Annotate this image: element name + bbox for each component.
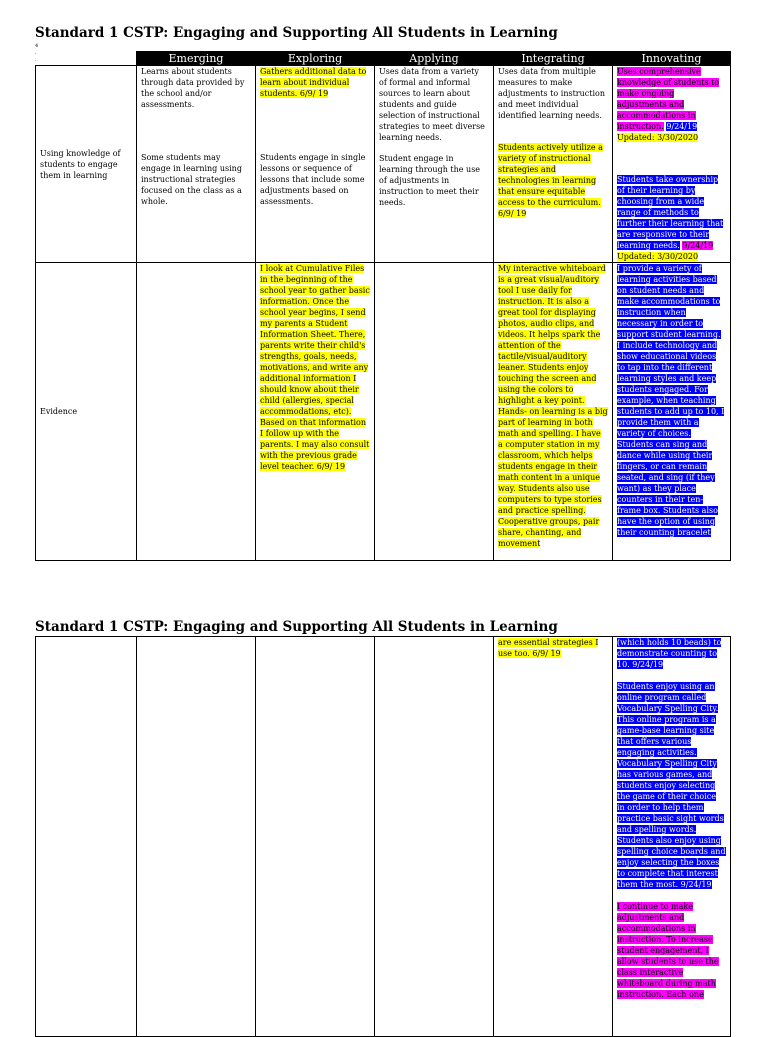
table-header-row: [36, 52, 731, 66]
cell-applying: [375, 263, 494, 561]
page-title: Standard 1 CSTP: Engaging and Supporting All Students in Learning: [35, 25, 558, 41]
standards-table-continued: [35, 636, 731, 1037]
header-exploring: Exploring: [256, 52, 375, 66]
page-number: 4: [35, 43, 39, 49]
innovating-continued-1: (which holds 10 beads) to demonstrate counting to 10. 9/24/19: [617, 638, 722, 669]
integrating-continued: are essential strategies I use too. 6/9/ 19: [498, 638, 599, 658]
cell-label: [36, 637, 137, 1037]
header-blank: [36, 52, 137, 66]
standards-table: [35, 51, 731, 561]
integrating-text-a: Uses data from multiple measures to make adjustments to instruction and meet individual identified learning needs.: [498, 67, 605, 120]
emerging-text-a: Learns about students through data provided by the school and/or assessments.: [141, 67, 245, 109]
cell-emerging: [137, 263, 256, 561]
row-label: Using knowledge of students to engage them in learning: [36, 66, 137, 263]
cell-applying: [375, 66, 494, 263]
cell-innovating: [613, 263, 731, 561]
exploring-text-b: Students engage in single lessons or sequence of lessons that include some adjustments based on assessments.: [260, 153, 366, 206]
innovating-text-b: Students take ownership of their learning by choosing from a wide range of methods to further their learning that are responsive to their learning needs.: [617, 175, 724, 250]
cell-integrating: [494, 637, 613, 1037]
header-applying: Applying: [375, 52, 494, 66]
page-title-2: Standard 1 CSTP: Engaging and Supporting All Students in Learning: [35, 619, 558, 635]
cell-emerging: [137, 637, 256, 1037]
innovating-date-a: 9/24/19: [666, 122, 698, 131]
applying-text-a: Uses data from a variety of formal and informal sources to learn about students and guide selection of instructional strategies to meet diverse learning needs.: [379, 67, 485, 142]
row-label-evidence: Evidence: [36, 263, 137, 561]
header-integrating: Integrating: [494, 52, 613, 66]
table-row: [36, 637, 731, 1037]
cell-innovating: [613, 637, 731, 1037]
innovating-evidence: I provide a variety of learning activities based on student needs and make accommodations to instruction when necessary in order to support student learning. I include technology and show educational videos to tap into the different learning styles and keep students engaged. For example, when teaching students to add up to 10, I provide them with a variety of choices. Students can sing and dance while using their fingers, or can remain seated, and sing (if they want) as they place counters in their ten-frame box. Students also have the option of using their counting bracelet: [617, 264, 725, 537]
cell-exploring: [256, 66, 375, 263]
cell-applying: [375, 637, 494, 1037]
cell-emerging: [137, 66, 256, 263]
innovating-text-a: Uses comprehensive knowledge of students to make ongoing adjustments and accommodations in instruction.: [617, 67, 720, 131]
innovating-updated-a: Updated: 3/30/2020: [617, 133, 699, 142]
cell-innovating: [613, 66, 731, 263]
table-row: [36, 66, 731, 263]
innovating-updated-b: Updated: 3/30/2020: [617, 252, 699, 261]
innovating-date-b: 9/24/19: [682, 241, 714, 250]
cell-exploring: [256, 637, 375, 1037]
cell-integrating: [494, 66, 613, 263]
emerging-text-b: Some students may engage in learning using instructional strategies focused on the class as a whole.: [141, 153, 242, 206]
innovating-continued-3: I continue to make adjustments and accommodations in instruction. To increase student engagement, I allow students to use the class interactive whiteboard during math instruction. Each one: [617, 902, 719, 999]
cell-integrating: [494, 263, 613, 561]
applying-text-b: Student engage in learning through the use of adjustments in instruction to meet their needs.: [379, 154, 481, 207]
exploring-text-a: Gathers additional data to learn about individual students. 6/9/ 19: [260, 67, 367, 98]
innovating-continued-2: Students enjoy using an online program called Vocabulary Spelling City. This online program is a game-base learning site that offers various engaging activities. Vocabulary Spelling City has various games, and students enjoy selecting the game of their choice in order to help them practice basic sight words and spelling words. Students also enjoy using spelling choice boards and enjoy selecting the boxes to complete that interest them the most. 9/24/19: [617, 682, 726, 889]
header-innovating: Innovating: [613, 52, 731, 66]
exploring-evidence: I look at Cumulative Files in the beginning of the school year to gather basic information. Once the school year begins, I send my parents a Student Information Sheet. There, parents write their child's strengths, goals, needs, motivations, and write any additional information I should know about their child (allergies, special accommodations, etc). Based on that information I follow up with the parents. I may also consult with the previous grade level teacher. 6/9/ 19: [260, 264, 370, 471]
integrating-text-b: Students actively utilize a variety of instructional strategies and technologies in learning that ensure equitable access to the curriculum. 6/9/ 19: [498, 143, 603, 218]
header-emerging: Emerging: [137, 52, 256, 66]
table-row: [36, 263, 731, 561]
cell-exploring: [256, 263, 375, 561]
integrating-evidence: My interactive whiteboard is a great visual/auditory tool I use daily for instruction. It is also a great tool for displaying photos, audio clips, and videos. It helps spark the attention of the tactile/visual/auditory leaner. Students enjoy touching the screen and using the colors to highlight a key point. Hands- on learning is a big part of learning in both math and spelling. I have a computer station in my classroom, which helps students engage in their math content in a unique way. Students also use computers to type stories and practice spelling. Cooperative groups, pair share, chanting, and movement: [498, 264, 608, 548]
